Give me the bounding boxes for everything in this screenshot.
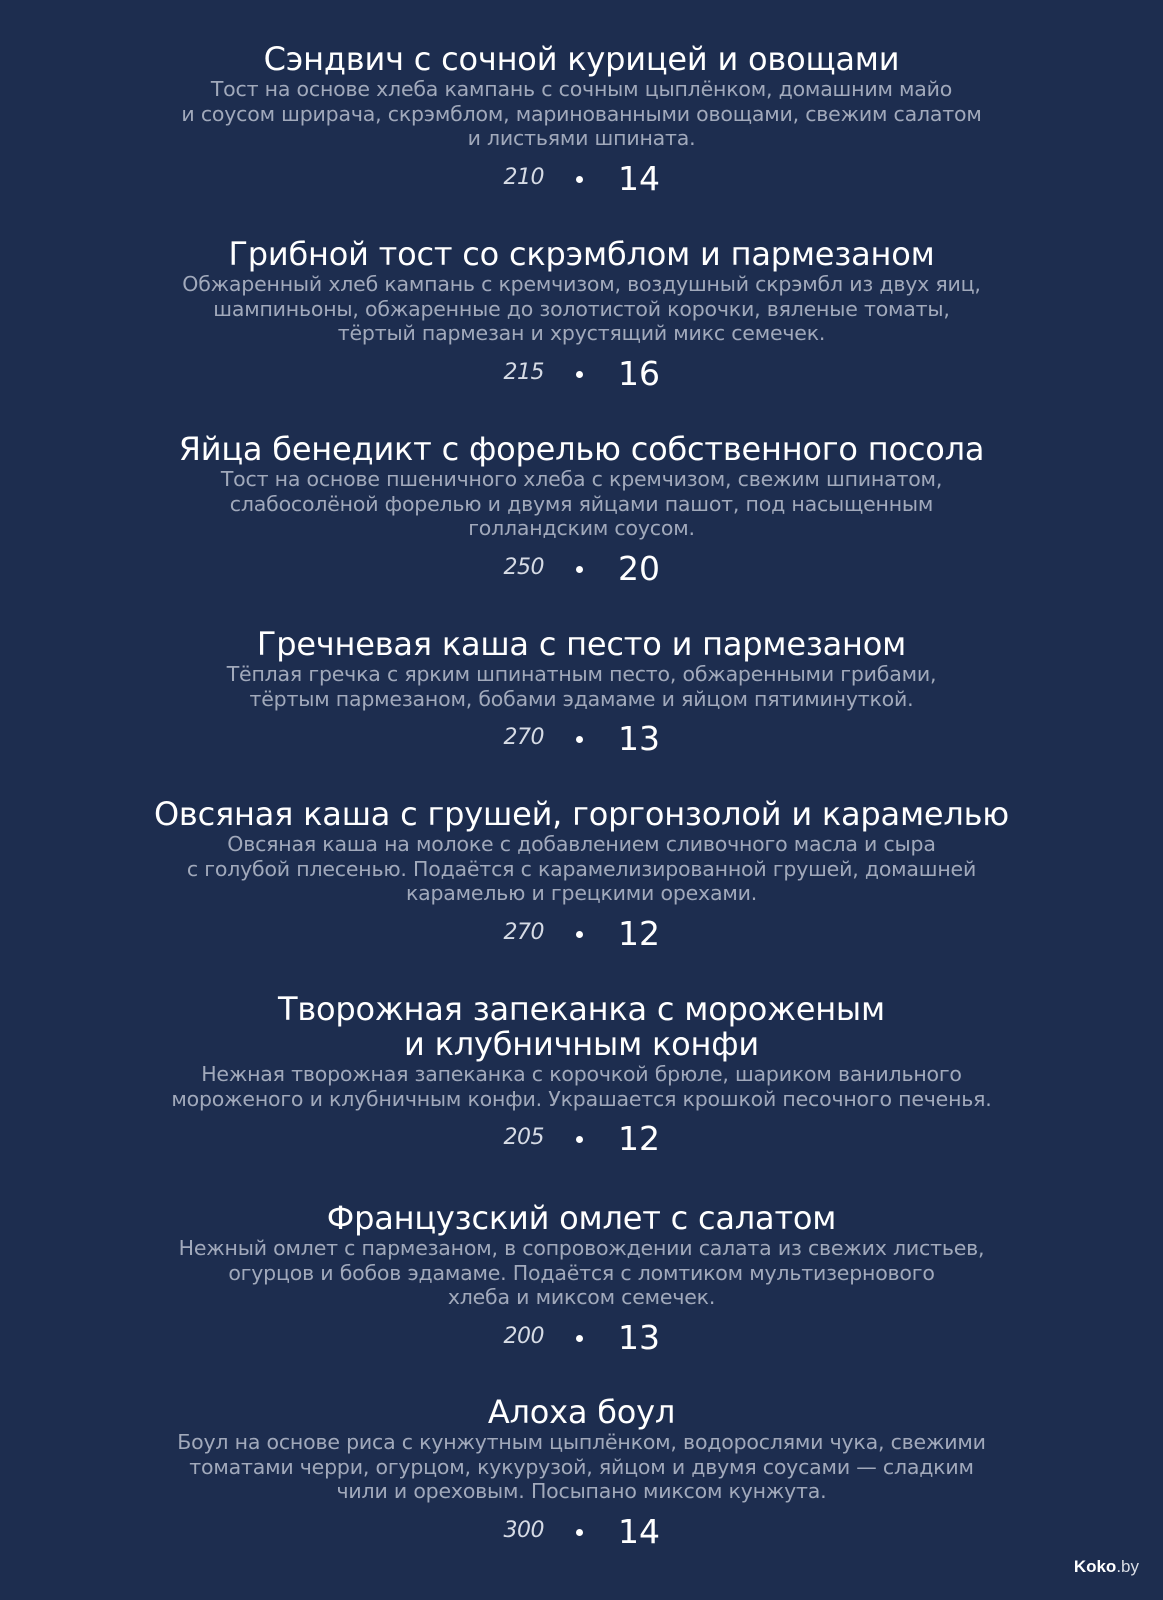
separator-dot-icon	[576, 931, 583, 938]
dish-weight: 210	[503, 164, 544, 190]
dish-description: Овсяная каша на молоке с добавлением сливочного масла и сыра с голубой плесенью. Подаётся с карамелизированной грушей, домашней карамелью и грецкими орехами.	[186, 832, 977, 905]
dish-weight: 270	[503, 919, 544, 945]
dish-description: Тост на основе пшеничного хлеба с кремчизом, свежим шпинатом, слабосолёной форелью и двумя яйцами пашот, под насыщенным голландским соусом.	[220, 467, 943, 540]
dish-description: Боул на основе риса с кунжутным цыплёнком, водорослями чука, свежими томатами черри, огурцом, кукурузой, яйцом и двумя соусами — сладким чили и ореховым. Посыпано миксом кунжута.	[177, 1430, 986, 1503]
dish-title: Французский омлет с салатом	[326, 1199, 837, 1237]
price-line	[0, 1318, 1163, 1358]
dish-description: Обжаренный хлеб кампань с кремчизом, воздушный скрэмбл из двух яиц, шампиньоны, обжаренные до золотистой корочки, вяленые томаты, тёртый пармезан и хрустящий микс семечек.	[182, 272, 981, 345]
dish-price: 13	[618, 719, 660, 758]
dish-description: Тёплая гречка с ярким шпинатным песто, обжаренными грибами, тёртым пармезаном, бобами эдамаме и яйцом пятиминуткой.	[226, 662, 937, 711]
separator-dot-icon	[576, 1335, 583, 1342]
separator-dot-icon	[576, 176, 583, 183]
dish-price: 14	[618, 158, 660, 198]
dish-title: Овсяная каша с грушей, горгонзолой и карамелью	[153, 795, 1010, 833]
menu-item	[0, 627, 1163, 759]
dish-title: Гречневая каша с песто и пармезаном	[256, 625, 907, 663]
menu-item	[0, 1395, 1163, 1552]
dish-price: 12	[618, 1119, 660, 1158]
watermark-brand: Koko	[1073, 1557, 1117, 1576]
dish-weight: 200	[503, 1323, 544, 1349]
dish-price: 12	[618, 913, 660, 953]
menu-item	[0, 992, 1163, 1159]
price-line	[0, 1119, 1163, 1159]
price-line	[0, 914, 1163, 954]
dish-title: Сэндвич с сочной курицей и овощами	[263, 40, 900, 78]
dish-title: Яйца бенедикт с форелью собственного посола	[178, 430, 985, 468]
dish-description: Нежный омлет с пармезаном, в сопровождении салата из свежих листьев, огурцов и бобов эдамаме. Подаётся с ломтиком мультизернового хлеба и миксом семечек.	[178, 1236, 985, 1309]
dish-description: Тост на основе хлеба кампань с сочным цыплёнком, домашним майо и соусом шрирача, скрэмблом, маринованными овощами, свежим салатом и листьями шпината.	[181, 77, 982, 150]
dish-title: Алоха боул	[487, 1393, 676, 1431]
dish-title: Творожная запеканка с мороженым и клубничным конфи	[278, 990, 885, 1063]
menu-item	[0, 797, 1163, 954]
watermark-suffix: .by	[1116, 1557, 1139, 1576]
price-line	[0, 354, 1163, 394]
dish-weight: 215	[503, 359, 544, 385]
dish-price: 14	[618, 1511, 660, 1551]
dish-weight: 270	[503, 725, 544, 750]
separator-dot-icon	[576, 1136, 583, 1143]
menu-item	[0, 42, 1163, 199]
dish-price: 16	[618, 353, 660, 393]
separator-dot-icon	[576, 736, 583, 743]
menu-item	[0, 1201, 1163, 1358]
price-line	[0, 1512, 1163, 1552]
watermark	[1074, 1557, 1139, 1577]
dish-price: 20	[618, 548, 660, 588]
menu-item	[0, 237, 1163, 394]
price-line	[0, 159, 1163, 199]
price-line	[0, 719, 1163, 759]
separator-dot-icon	[576, 371, 583, 378]
menu-item	[0, 432, 1163, 589]
separator-dot-icon	[576, 1529, 583, 1536]
dish-title: Грибной тост со скрэмблом и пармезаном	[228, 235, 935, 273]
dish-weight: 300	[503, 1517, 544, 1543]
dish-weight: 250	[503, 554, 544, 580]
dish-description: Нежная творожная запеканка с корочкой брюле, шариком ванильного мороженого и клубничным конфи. Украшается крошкой песочного печенья.	[171, 1062, 992, 1111]
price-line	[0, 549, 1163, 589]
separator-dot-icon	[576, 566, 583, 573]
dish-weight: 205	[503, 1125, 544, 1150]
dish-price: 13	[618, 1317, 660, 1357]
